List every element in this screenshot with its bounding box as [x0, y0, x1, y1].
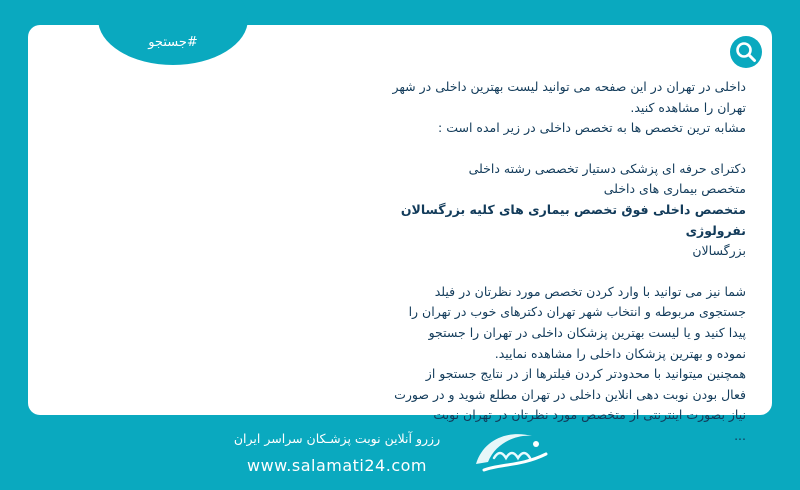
footer-url[interactable]: www.salamati24.com	[247, 456, 427, 475]
ellipsis: ...	[734, 427, 746, 443]
footer-tagline: رزرو آنلاین نوبت پزشـکان سراسر ایران	[233, 431, 441, 446]
paragraph-line-5: همچنین میتوانید با محدودتر کردن فیلترها از در نتایج جستجو از	[425, 366, 746, 382]
spacer	[358, 139, 746, 159]
search-tab[interactable]	[98, 0, 248, 65]
paragraph-line-6: فعال بودن نوبت دهی انلاین داخلی در تهران مطلع شوید و در صورت	[394, 386, 746, 402]
paragraph-line-7: نیاز بصورت اینترنتی از متخصص مورد نظرتان در تهران نوبت	[433, 407, 746, 423]
search-icon	[730, 36, 762, 68]
paragraph-line-4: نموده و بهترین پزشکان داخلی را مشاهده نمایید.	[494, 345, 746, 361]
search-button[interactable]	[730, 36, 762, 68]
intro-line-3: مشابه ترین تخصص ها به تخصص داخلی در زیر امده است :	[438, 120, 746, 136]
salamati-logo	[470, 424, 552, 480]
paragraph-line-1: شما نیز می توانید با وارد کردن تخصص مورد نظرتان در فیلد	[434, 283, 746, 299]
description-text	[358, 77, 746, 447]
intro-line-1: داخلی در تهران در این صفحه می توانید لیست بهترین داخلی در شهر	[392, 79, 746, 94]
specialty-line-1: دکترای حرفه ای پزشکی دستیار تخصصی رشته داخلی	[468, 160, 746, 176]
search-tab-label[interactable]: #جستجو	[148, 35, 198, 50]
specialty-line-2: متخصص بیماری های داخلی	[603, 181, 746, 197]
specialty-highlight-tail: بزرگسالان	[692, 243, 746, 259]
spacer	[358, 262, 746, 282]
intro-line-2: تهران را مشاهده کنید.	[630, 99, 746, 115]
paragraph-line-3: پیدا کنید و یا لیست بهترین پزشکان داخلی در تهران را جستجو	[428, 324, 746, 340]
specialty-highlight: متخصص داخلی فوق تخصص بیماری های کلیه بزرگسالان نفرولوژی	[400, 201, 746, 238]
paragraph-line-2: جستجوی مربوطه و انتخاب شهر تهران دکترهای خوب در تهران را	[408, 304, 746, 320]
